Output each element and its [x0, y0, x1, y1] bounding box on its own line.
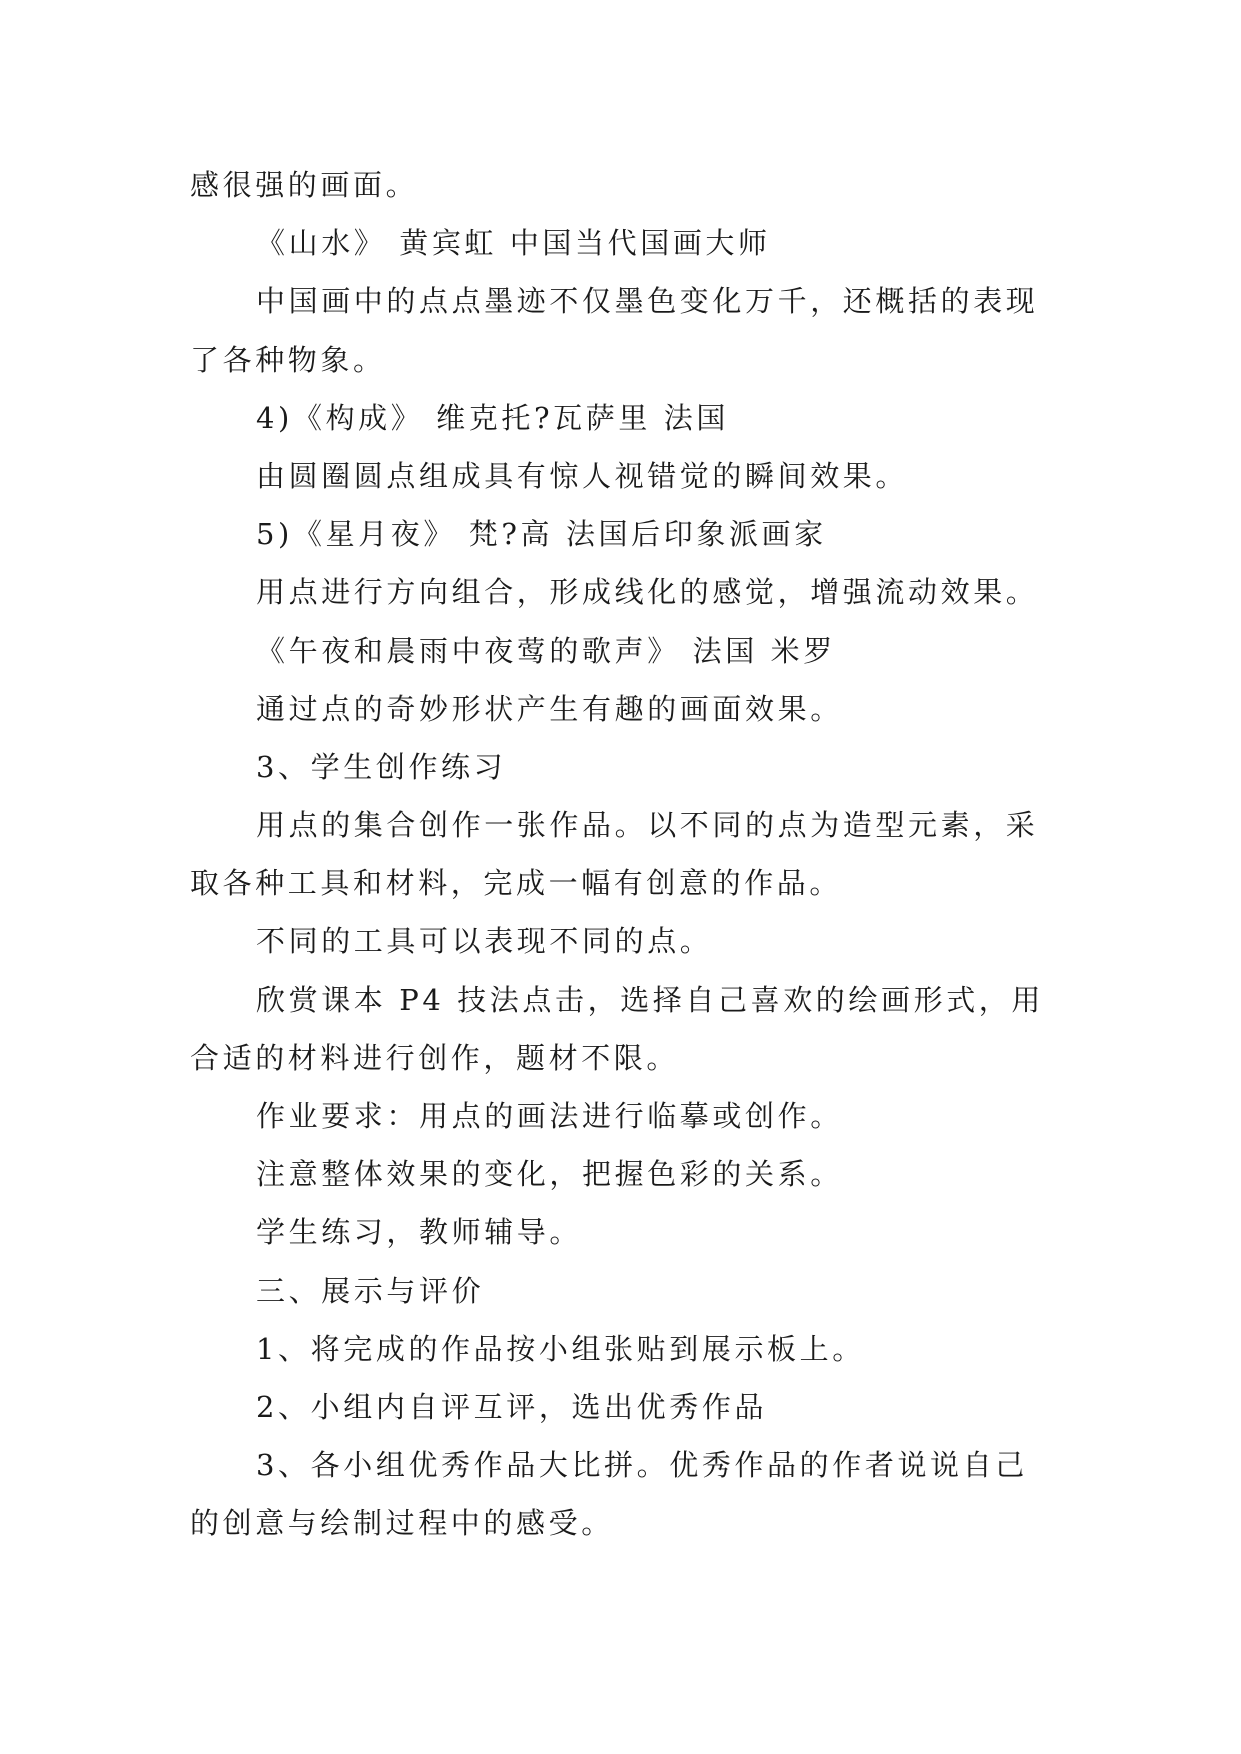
- document-body: [190, 156, 1090, 1553]
- section-heading: 三、展示与评价: [256, 1273, 485, 1308]
- text-line: 欣赏课本 P4 技法点击，选择自己喜欢的绘画形式，用: [256, 982, 1045, 1017]
- text-line: 中国画中的点点墨迹不仅墨色变化万千，还概括的表现: [256, 284, 1039, 319]
- text-line: 2、小组内自评互评，选出优秀作品: [256, 1389, 768, 1424]
- text-line: 3、各小组优秀作品大比拼。优秀作品的作者说说自己: [256, 1448, 1028, 1483]
- text-line: 用点进行方向组合，形成线化的感觉，增强流动效果。: [256, 575, 1039, 610]
- text-line: 学生练习，教师辅导。: [256, 1215, 583, 1250]
- text-line: 《午夜和晨雨中夜莺的歌声》 法国 米罗: [256, 633, 836, 668]
- text-line: 由圆圈圆点组成具有惊人视错觉的瞬间效果。: [256, 458, 909, 493]
- text-line: 取各种工具和材料，完成一幅有创意的作品。: [190, 866, 843, 901]
- text-line: 不同的工具可以表现不同的点。: [256, 924, 713, 959]
- text-line: 通过点的奇妙形状产生有趣的画面效果。: [256, 691, 843, 726]
- text-line: 了各种物象。: [190, 342, 386, 377]
- text-line: 5)《星月夜》 梵?高 法国后印象派画家: [256, 517, 827, 552]
- text-line: 注意整体效果的变化，把握色彩的关系。: [256, 1157, 843, 1192]
- section-heading: 3、学生创作练习: [256, 749, 507, 784]
- text-line: 1、将完成的作品按小组张贴到展示板上。: [256, 1331, 865, 1366]
- text-line: 感很强的画面。: [190, 168, 419, 202]
- text-line: 《山水》 黄宾虹 中国当代国画大师: [256, 226, 771, 261]
- text-line: 用点的集合创作一张作品。以不同的点为造型元素，采: [256, 808, 1039, 843]
- text-line: 的创意与绘制过程中的感受。: [190, 1506, 614, 1541]
- text-line: 合适的材料进行创作，题材不限。: [190, 1040, 680, 1075]
- text-line: 4)《构成》 维克托?瓦萨里 法国: [256, 400, 729, 435]
- text-line: 作业要求：用点的画法进行临摹或创作。: [256, 1099, 843, 1133]
